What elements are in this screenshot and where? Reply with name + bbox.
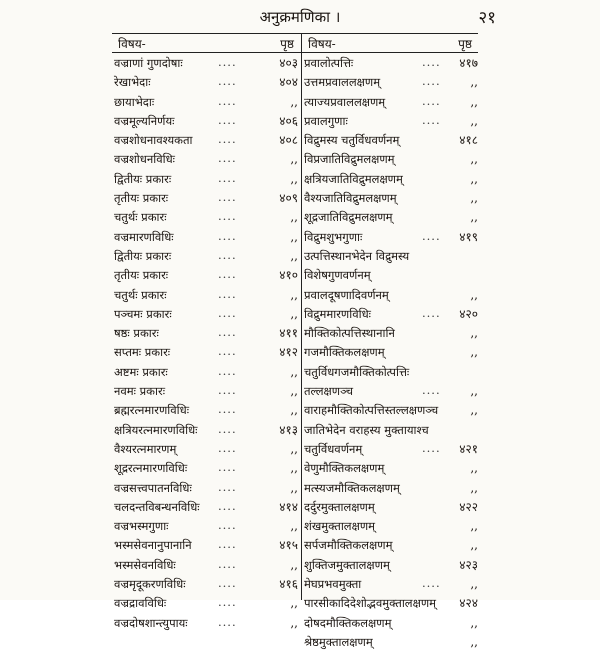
entry-page-number: ४२१ bbox=[459, 441, 478, 456]
entry-subject: श्रेष्ठमुक्तालक्षणम् bbox=[304, 634, 373, 649]
leader-dots: .... bbox=[218, 363, 237, 378]
index-entry bbox=[304, 54, 478, 73]
entry-page-number: ,, bbox=[470, 461, 478, 476]
entry-subject: सप्तमः प्रकारः bbox=[114, 345, 171, 360]
entry-subject: छायाभेदाः bbox=[114, 94, 155, 109]
leader-dots: .... bbox=[218, 151, 237, 166]
entry-subject: वज्रदोषशान्त्युपायः bbox=[114, 615, 188, 630]
entry-subject: क्षत्रियजातिविद्रुमलक्षणम् bbox=[304, 171, 403, 186]
index-entry bbox=[304, 131, 478, 150]
leader-dots: .... bbox=[218, 93, 237, 108]
entry-page-number: ,, bbox=[470, 287, 478, 302]
leader-dots: .... bbox=[422, 112, 441, 127]
leader-dots: .... bbox=[218, 267, 237, 282]
entry-page-number: ,, bbox=[290, 210, 298, 225]
entry-subject: वज्रमारणविधिः bbox=[114, 229, 174, 244]
entry-page-number: ,, bbox=[470, 94, 478, 109]
entry-subject: चतुर्थः प्रकारः bbox=[114, 287, 167, 302]
leader-dots: .... bbox=[218, 576, 237, 591]
entry-subject: वज्रमूल्यनिर्णयः bbox=[114, 113, 175, 128]
entry-page-number: ४२३ bbox=[459, 557, 478, 572]
leader-dots: .... bbox=[218, 132, 237, 147]
index-entry bbox=[304, 189, 478, 208]
entry-page-number: ,, bbox=[290, 171, 298, 186]
page-number: २१ bbox=[478, 8, 496, 28]
index-entry bbox=[304, 440, 478, 459]
entry-page-number: ४१३ bbox=[279, 422, 298, 437]
entry-page-number: ,, bbox=[470, 210, 478, 225]
entry-subject: नवमः प्रकारः bbox=[114, 384, 166, 399]
leader-dots: .... bbox=[218, 112, 237, 127]
index-entry bbox=[304, 382, 478, 401]
entry-subject: सर्पजमौक्तिकलक्षणम् bbox=[304, 538, 393, 553]
right-column-header bbox=[304, 34, 478, 52]
index-entry bbox=[114, 93, 300, 112]
index-entry bbox=[114, 382, 300, 401]
running-head bbox=[0, 0, 600, 32]
index-entry bbox=[114, 131, 300, 150]
leader-dots: .... bbox=[218, 325, 237, 340]
index-entry bbox=[114, 363, 300, 382]
entry-subject: चतुर्थः प्रकारः bbox=[114, 210, 167, 225]
leader-dots: .... bbox=[422, 93, 441, 108]
index-entry bbox=[114, 594, 300, 613]
leader-dots: .... bbox=[422, 440, 441, 455]
index-entry bbox=[114, 73, 300, 92]
entry-subject: वेणुमौक्तिकलक्षणम् bbox=[304, 461, 385, 476]
entry-subject: चलदन्तविबन्धनविधिः bbox=[114, 499, 200, 514]
entry-page-number: ,, bbox=[290, 248, 298, 263]
index-entry bbox=[114, 228, 300, 247]
entry-page-number: ,, bbox=[470, 519, 478, 534]
entry-page-number: ४०८ bbox=[279, 133, 298, 148]
entry-page-number: ,, bbox=[290, 94, 298, 109]
entry-page-number: ,, bbox=[290, 403, 298, 418]
entry-subject: शंखमुक्तालक्षणम् bbox=[304, 519, 376, 534]
index-entry bbox=[114, 286, 300, 305]
index-entry bbox=[114, 401, 300, 420]
entry-page-number: ,, bbox=[470, 577, 478, 592]
entry-page-number: ,, bbox=[470, 113, 478, 128]
index-entry bbox=[114, 112, 300, 131]
index-entry bbox=[304, 594, 478, 613]
entry-page-number: ४०४ bbox=[279, 75, 298, 90]
entry-subject: अष्टमः प्रकारः bbox=[114, 364, 168, 379]
page-heading: पृष्ठ bbox=[458, 37, 472, 51]
leader-dots: .... bbox=[422, 228, 441, 243]
index-entry bbox=[304, 324, 478, 343]
entry-subject: विशेषगुणवर्णनम् bbox=[304, 268, 371, 283]
page-title: अनुक्रमणिका । bbox=[259, 8, 341, 26]
entry-page-number: ४१८ bbox=[459, 133, 478, 148]
entry-subject: शूद्रजातिविद्रुमलक्षणम् bbox=[304, 210, 393, 225]
leader-dots: .... bbox=[218, 537, 237, 552]
entry-subject: तल्लक्षणञ्च bbox=[304, 384, 354, 399]
entry-subject: दोषदमौक्तिकलक्षणम् bbox=[304, 615, 392, 630]
index-entry bbox=[114, 266, 300, 285]
entry-subject: वैश्यजातिविद्रुमलक्षणम् bbox=[304, 191, 397, 206]
index-entry bbox=[304, 228, 478, 247]
entry-page-number: ,, bbox=[290, 596, 298, 611]
index-entry bbox=[114, 305, 300, 324]
leader-dots: .... bbox=[218, 228, 237, 243]
entry-subject: वज्रद्रावविधिः bbox=[114, 596, 167, 611]
index-entry bbox=[304, 170, 478, 189]
entry-page-number: ,, bbox=[290, 519, 298, 534]
index-entry bbox=[304, 112, 478, 131]
index-entry bbox=[114, 208, 300, 227]
entry-subject: तृतीयः प्रकारः bbox=[114, 191, 169, 206]
entry-page-number: ,, bbox=[470, 538, 478, 553]
entry-subject: पारसीकादिदेशोद्भवमुक्तालक्षणम् bbox=[304, 596, 437, 611]
entry-subject: विप्रजातिविद्रुमलक्षणम् bbox=[304, 152, 395, 167]
index-entry bbox=[114, 170, 300, 189]
entry-page-number: ,, bbox=[290, 480, 298, 495]
leader-dots: .... bbox=[218, 247, 237, 262]
leader-dots: .... bbox=[422, 74, 441, 89]
index-entry bbox=[304, 517, 478, 536]
entry-page-number: ,, bbox=[470, 191, 478, 206]
entry-subject: गजमौक्तिकलक्षणम् bbox=[304, 345, 385, 360]
entry-page-number: ४१२ bbox=[279, 345, 298, 360]
column-divider bbox=[301, 33, 302, 600]
index-entry bbox=[304, 575, 478, 594]
entry-subject: रेखाभेदाः bbox=[114, 75, 151, 90]
entry-subject: द्वितीयः प्रकारः bbox=[114, 248, 172, 263]
entry-subject: वज्राणां गुणदोषाः bbox=[114, 56, 183, 70]
entry-subject: प्रवालगुणाः bbox=[304, 113, 348, 128]
index-entry bbox=[304, 305, 478, 324]
entry-subject: शुक्तिजमुक्तालक्षणम् bbox=[304, 557, 390, 572]
leader-dots: .... bbox=[422, 576, 441, 591]
entry-subject: जातिभेदेन वराहस्य मुक्तायाश्च bbox=[304, 422, 429, 437]
index-entry bbox=[304, 498, 478, 517]
entry-subject: वज्रसत्त्वपातनविधिः bbox=[114, 480, 192, 495]
entry-page-number: ,, bbox=[290, 306, 298, 321]
entry-subject: मत्स्यजमौक्तिकलक्षणम् bbox=[304, 480, 400, 495]
entry-subject: उत्पत्तिस्थानभेदेन विद्रुमस्य bbox=[304, 248, 410, 263]
index-entry bbox=[304, 208, 478, 227]
entry-page-number: ,, bbox=[470, 171, 478, 186]
subject-heading: विषय- bbox=[308, 37, 336, 51]
index-entry bbox=[304, 343, 478, 362]
index-entry bbox=[304, 556, 478, 575]
entry-subject: वाराहमौक्तिकोत्पत्तिस्तल्लक्षणञ्च bbox=[304, 403, 439, 418]
index-entry bbox=[304, 614, 478, 633]
index-entry bbox=[304, 421, 478, 440]
entry-page-number: ४१० bbox=[279, 268, 298, 283]
leader-dots: .... bbox=[218, 305, 237, 320]
index-entry bbox=[304, 247, 478, 266]
entry-subject: मौक्तिकोत्पत्तिस्थानानि bbox=[304, 326, 395, 341]
leader-dots: .... bbox=[218, 286, 237, 301]
index-entry bbox=[114, 247, 300, 266]
index-entry bbox=[114, 517, 300, 536]
leader-dots: .... bbox=[218, 74, 237, 89]
entry-page-number: ४२२ bbox=[459, 499, 478, 514]
entry-page-number: ४११ bbox=[279, 326, 298, 341]
index-entry bbox=[114, 421, 300, 440]
entry-page-number: ,, bbox=[470, 403, 478, 418]
index-entry bbox=[114, 614, 300, 633]
index-entry bbox=[114, 459, 300, 478]
index-entry bbox=[114, 556, 300, 575]
leader-dots: .... bbox=[218, 344, 237, 359]
entry-subject: मेघप्रभवमुक्ता bbox=[304, 577, 362, 592]
leader-dots: .... bbox=[218, 498, 237, 513]
left-column bbox=[114, 34, 300, 630]
index-entry bbox=[114, 498, 300, 517]
leader-dots: .... bbox=[218, 595, 237, 610]
index-entry bbox=[304, 401, 478, 420]
entry-page-number: ,, bbox=[290, 441, 298, 456]
leader-dots: .... bbox=[218, 190, 237, 205]
entry-page-number: ,, bbox=[470, 345, 478, 360]
index-entry bbox=[114, 479, 300, 498]
entry-subject: वज्रभस्मगुणाः bbox=[114, 519, 169, 534]
leader-dots: .... bbox=[218, 421, 237, 436]
entry-subject: द्वितीयः प्रकारः bbox=[114, 171, 172, 186]
entry-subject: भस्मसेवनानुपानानि bbox=[114, 538, 192, 553]
entry-page-number: ,, bbox=[290, 229, 298, 244]
entry-subject: वज्रशोधनावश्यकता bbox=[114, 133, 193, 148]
entry-subject: ब्रह्मरत्नमारणविधिः bbox=[114, 403, 190, 418]
index-entry bbox=[304, 363, 478, 382]
index-entry bbox=[114, 54, 300, 73]
entry-subject: शूद्ररत्नमारणविधिः bbox=[114, 461, 188, 476]
leader-dots: .... bbox=[218, 383, 237, 398]
leader-dots: .... bbox=[218, 55, 237, 69]
entry-page-number: ,, bbox=[290, 384, 298, 399]
leader-dots: .... bbox=[218, 460, 237, 475]
entry-page-number: ४२४ bbox=[459, 596, 478, 611]
entry-subject: प्रवालोत्पत्तिः bbox=[304, 56, 354, 70]
entry-subject: तृतीयः प्रकारः bbox=[114, 268, 169, 283]
entry-subject: पञ्चमः प्रकारः bbox=[114, 306, 172, 321]
index-entry bbox=[114, 324, 300, 343]
entry-page-number: ,, bbox=[290, 152, 298, 167]
index-entry bbox=[304, 536, 478, 555]
index-entry bbox=[114, 440, 300, 459]
entry-subject: वैश्यरत्नमारणम् bbox=[114, 441, 177, 456]
entry-subject: विद्रुममारणविधिः bbox=[304, 306, 371, 321]
entry-page-number: ४१५ bbox=[279, 538, 298, 553]
entry-page-number: ४०९ bbox=[279, 191, 298, 206]
index-entry bbox=[114, 343, 300, 362]
entry-page-number: ,, bbox=[470, 480, 478, 495]
entry-subject: त्याज्यप्रवाललक्षणम् bbox=[304, 94, 386, 109]
entry-page-number: ,, bbox=[290, 461, 298, 476]
leader-dots: .... bbox=[422, 55, 441, 69]
entry-page-number: ,, bbox=[470, 634, 478, 649]
leader-dots: .... bbox=[218, 170, 237, 185]
index-entry bbox=[114, 536, 300, 555]
leader-dots: .... bbox=[218, 518, 237, 533]
leader-dots: .... bbox=[218, 479, 237, 494]
page-heading: पृष्ठ bbox=[280, 37, 294, 51]
entry-subject: वज्रशोधनविधिः bbox=[114, 152, 175, 167]
entry-page-number: ,, bbox=[470, 384, 478, 399]
entry-subject: षष्ठः प्रकारः bbox=[114, 326, 159, 341]
index-entry bbox=[304, 459, 478, 478]
entry-page-number: ,, bbox=[290, 557, 298, 572]
entry-page-number: ,, bbox=[290, 615, 298, 630]
entry-subject: उत्तमप्रवाललक्षणम् bbox=[304, 75, 381, 90]
index-entry bbox=[304, 479, 478, 498]
entry-subject: विद्रुमस्य चतुर्विधवर्णनम् bbox=[304, 133, 400, 148]
entry-page-number: ,, bbox=[470, 152, 478, 167]
entry-page-number: ,, bbox=[290, 287, 298, 302]
leader-dots: .... bbox=[218, 209, 237, 224]
entry-subject: चतुर्विधगजमौक्तिकोत्पत्तिः bbox=[304, 364, 410, 379]
leader-dots: .... bbox=[218, 402, 237, 417]
entry-page-number: ४१४ bbox=[279, 499, 298, 514]
index-entry bbox=[304, 286, 478, 305]
entry-page-number: ४२० bbox=[459, 306, 478, 321]
left-entries bbox=[114, 54, 300, 633]
index-entry bbox=[114, 150, 300, 169]
left-column-header bbox=[114, 34, 300, 52]
entry-page-number: ,, bbox=[470, 615, 478, 630]
entry-subject: वज्रमृदूकरणविधिः bbox=[114, 577, 186, 592]
entry-subject: भस्मसेवनविधिः bbox=[114, 557, 176, 572]
entry-subject: चतुर्विधवर्णनम् bbox=[304, 441, 363, 456]
index-entry bbox=[304, 150, 478, 169]
entry-subject: प्रवालदूषणादिवर्णनम् bbox=[304, 287, 389, 302]
entry-page-number: ४०६ bbox=[279, 113, 298, 128]
entry-page-number: ४१७ bbox=[459, 56, 478, 70]
index-entry bbox=[304, 93, 478, 112]
entry-subject: दर्दुरमुक्तालक्षणम् bbox=[304, 499, 375, 514]
leader-dots: .... bbox=[218, 614, 237, 629]
index-entry bbox=[114, 575, 300, 594]
entry-page-number: ,, bbox=[470, 75, 478, 90]
entry-page-number: ४१९ bbox=[459, 229, 478, 244]
subject-heading: विषय- bbox=[118, 37, 146, 51]
index-entry bbox=[304, 266, 478, 285]
index-entry bbox=[304, 73, 478, 92]
index-entry bbox=[114, 189, 300, 208]
entry-subject: विद्रुमशुभगुणाः bbox=[304, 229, 363, 244]
right-entries bbox=[304, 54, 478, 652]
entry-page-number: ४०३ bbox=[279, 56, 298, 70]
leader-dots: .... bbox=[422, 383, 441, 398]
entry-page-number: ,, bbox=[470, 326, 478, 341]
leader-dots: .... bbox=[422, 305, 441, 320]
right-column bbox=[304, 34, 478, 649]
entry-page-number: ,, bbox=[290, 364, 298, 379]
leader-dots: .... bbox=[218, 440, 237, 455]
entry-subject: क्षत्रियरत्नमारणविधिः bbox=[114, 422, 198, 437]
leader-dots: .... bbox=[218, 556, 237, 571]
index-entry bbox=[304, 633, 478, 652]
entry-page-number: ४१६ bbox=[279, 577, 298, 592]
